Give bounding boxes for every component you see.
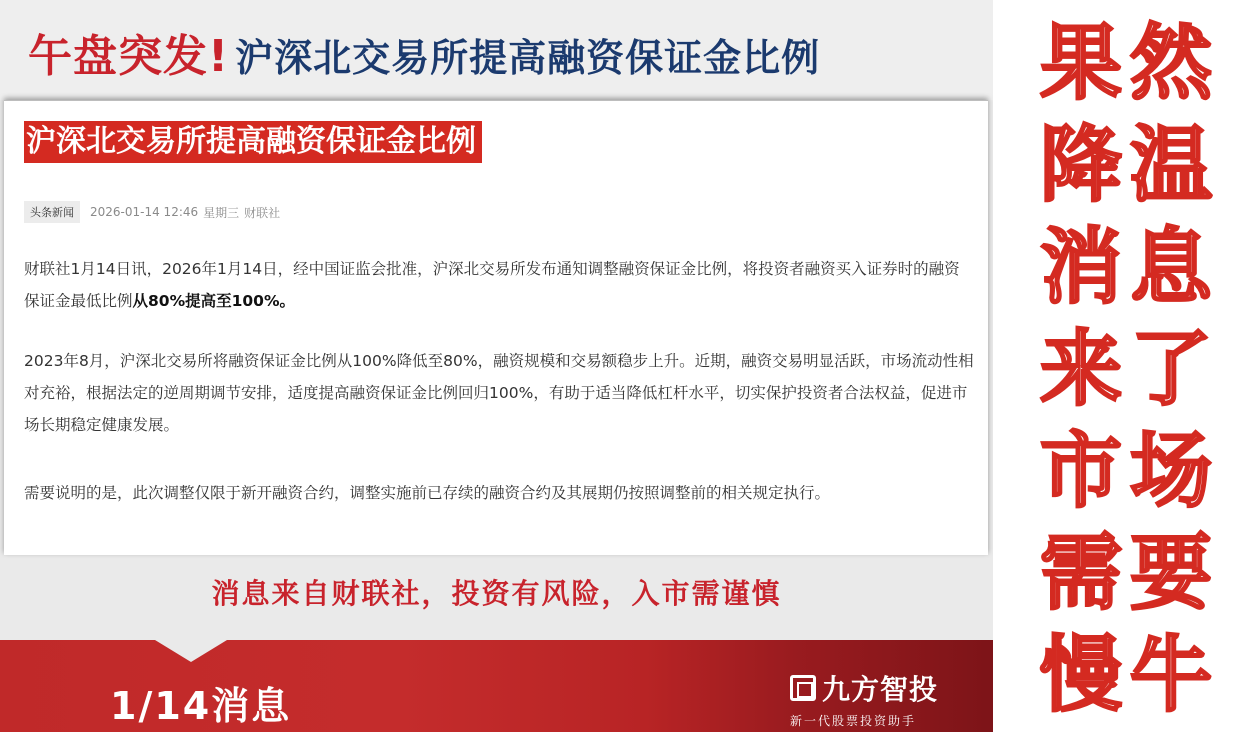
article-title: 沪深北交易所提高融资保证金比例: [24, 121, 482, 163]
headline-title: 沪深北交易所提高融资保证金比例: [235, 36, 821, 80]
brand-name: 九方智投: [822, 673, 939, 706]
publish-datetime: 2026-01-14 12:46: [90, 205, 199, 219]
side-line-6: 需要: [1040, 526, 1221, 621]
article-paragraph-2: 2023年8月，沪深北交易所将融资保证金比例从100%降低至80%，融资规模和交易额稳步上升。近期，融资交易明显活跃，市场流动性相对充裕，根据法定的逆周期调节安排，适度提高融资保证金比例回归100%，有助于适当降低杠杆水平，切实保护投资者合法权益，促进市场长期稳定健康发展。: [24, 352, 974, 434]
side-line-3: 消息: [1040, 220, 1221, 315]
article-paragraph-3: 需要说明的是，此次调整仅限于新开融资合约，调整实施前已存续的融资合约及其展期仍按照调整前的相关规定执行。: [24, 484, 831, 502]
article-paragraph-1: [24, 253, 974, 317]
brand-slogan: 新一代股票投资助手: [790, 714, 917, 728]
side-caption: [1040, 14, 1220, 728]
headline-bar: [0, 0, 993, 100]
headline: [28, 20, 820, 84]
article-screenshot: [4, 100, 988, 555]
paragraph-1-highlight: 从80%提高至100%。: [132, 292, 296, 310]
side-line-1: 果然: [1040, 16, 1221, 111]
brand-logo: [790, 668, 970, 728]
brand-icon: [790, 675, 816, 701]
headline-alert: 午盘突发!: [28, 31, 230, 82]
side-line-7: 慢牛: [1040, 628, 1221, 723]
article-meta: [24, 201, 280, 223]
side-line-2: 降温: [1040, 118, 1221, 213]
side-line-5: 市场: [1040, 424, 1221, 519]
risk-disclaimer: 消息来自财联社，投资有风险，入市需谨慎: [211, 577, 782, 610]
date-label: 1/14消息: [110, 684, 292, 728]
side-line-4: 来了: [1040, 322, 1221, 417]
article-source: 财联社: [244, 205, 281, 220]
publish-weekday: 星期三: [203, 205, 240, 220]
paragraph-1-text: 财联社1月14日讯，2026年1月14日，经中国证监会批准，沪深北交易所发布通知调整融资保证金比例，将投资者融资买入证券时的融资保证金最低比例: [24, 260, 960, 310]
category-tag: 头条新闻: [24, 201, 80, 223]
footer-notch: [155, 640, 227, 662]
